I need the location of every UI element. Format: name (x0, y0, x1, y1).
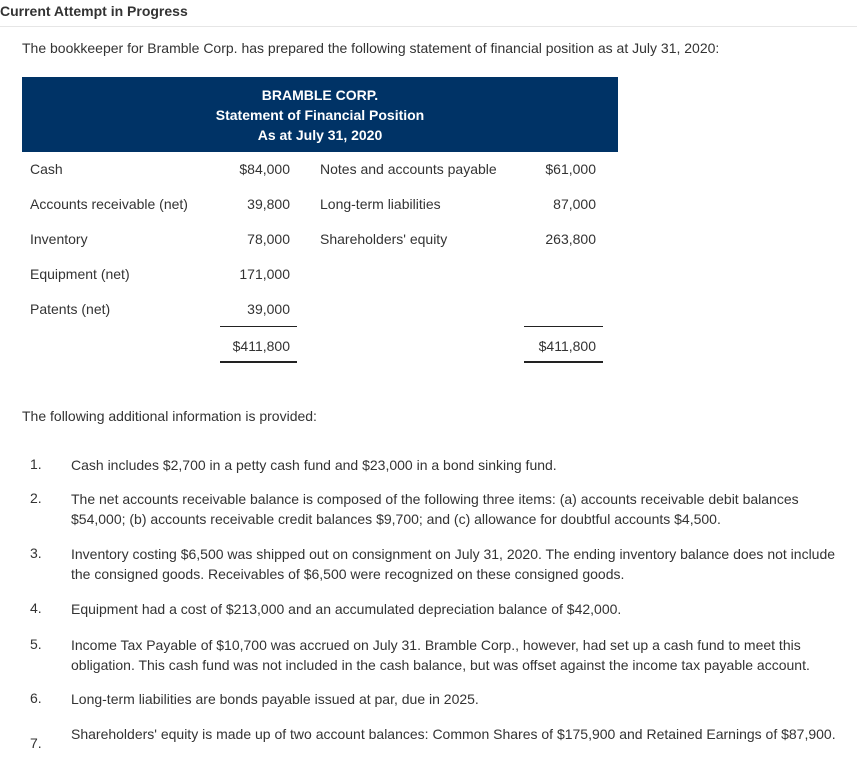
liability-label-longterm: Long-term liabilities (320, 196, 441, 212)
item-text: Income Tax Payable of $10,700 was accrued on July 31. Bramble Corp., however, had set up a cash fund to meet this obligation. This cash fund was not included in the cash balance, but was offset against the income tax payable account. (71, 637, 810, 673)
asset-label-equipment: Equipment (net) (30, 266, 130, 282)
asset-label-receivables: Accounts receivable (net) (30, 196, 188, 212)
asset-amount-inventory: 78,000 (247, 231, 290, 247)
item-text: Inventory costing $6,500 was shipped out on consignment on July 31, 2020. The ending inventory balance does not include the consigned goods. Receivables of $6,500 were recognized on these consigned goods. (71, 546, 836, 582)
asset-label-cash: Cash (30, 161, 63, 177)
item-number: 6. (30, 690, 42, 706)
equity-label: Shareholders' equity (320, 231, 448, 247)
left-subtotal-rule (220, 326, 297, 327)
company-name: BRAMBLE CORP. (261, 87, 379, 103)
item-text: Long-term liabilities are bonds payable issued at par, due in 2025. (71, 691, 479, 707)
right-subtotal-rule (524, 326, 603, 327)
equity-amount: 263,800 (545, 231, 596, 247)
divider (0, 26, 857, 27)
item-text: Shareholders' equity is made up of two account balances: Common Shares of $175,900 and Retained Earnings of $87,900. (71, 726, 836, 742)
item-text: Equipment had a cost of $213,000 and an accumulated depreciation balance of $42,000. (71, 601, 622, 617)
left-total-rule (220, 361, 297, 363)
item-text: Cash includes $2,700 in a petty cash fund and $23,000 in a bond sinking fund. (71, 457, 557, 473)
asset-label-patents: Patents (net) (30, 301, 111, 317)
asset-amount-cash: $84,000 (239, 161, 290, 177)
statement-header (22, 77, 618, 152)
item-text: The net accounts receivable balance is composed of the following three items: (a) accounts receivable debit balances $54,000; (b) accounts receivable credit balances $9,700; and (c) allowance for doubtful accounts $4,500. (71, 491, 799, 527)
item-number: 7. (30, 735, 42, 751)
asset-label-inventory: Inventory (30, 231, 88, 247)
right-total-rule (524, 361, 603, 363)
item-number: 4. (30, 600, 42, 616)
item-number: 1. (30, 456, 42, 472)
item-number: 2. (30, 490, 42, 506)
statement-title: Statement of Financial Position (215, 107, 425, 123)
asset-amount-patents: 39,000 (247, 301, 290, 317)
left-total: $411,800 (232, 338, 290, 354)
asset-amount-receivables: 39,800 (247, 196, 290, 212)
asset-amount-equipment: 171,000 (239, 266, 290, 282)
right-total: $411,800 (538, 338, 596, 354)
item-number: 5. (30, 636, 42, 652)
additional-info-heading: The following additional information is provided: (22, 408, 317, 424)
intro-text: The bookkeeper for Bramble Corp. has prepared the following statement of financial position as at July 31, 2020: (22, 40, 720, 56)
statement-date: As at July 31, 2020 (257, 127, 383, 143)
liability-amount-longterm: 87,000 (553, 196, 596, 212)
liability-amount-payables: $61,000 (545, 161, 596, 177)
item-number: 3. (30, 545, 42, 561)
section-title: Current Attempt in Progress (0, 3, 188, 19)
liability-label-payables: Notes and accounts payable (320, 161, 497, 177)
